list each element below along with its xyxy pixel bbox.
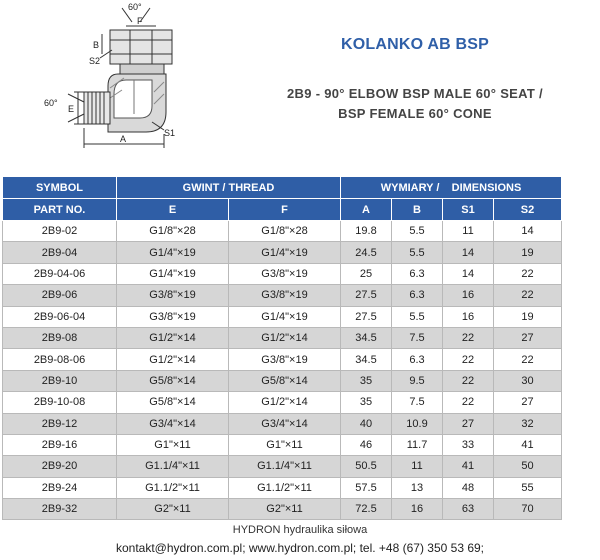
cell-f: G5/8"×14 xyxy=(229,370,341,391)
table-row xyxy=(3,349,562,370)
cell-b: 13 xyxy=(392,477,443,498)
drawing-label-b: B xyxy=(93,40,100,50)
cell-a: 24.5 xyxy=(341,242,392,263)
drawing-label-s2: S2 xyxy=(89,56,101,66)
cell-a: 35 xyxy=(341,370,392,391)
header-f: F xyxy=(229,199,341,221)
cell-a: 35 xyxy=(341,392,392,413)
cell-s2: 19 xyxy=(494,306,562,327)
table-row xyxy=(3,477,562,498)
cell-a: 27.5 xyxy=(341,285,392,306)
cell-s1: 27 xyxy=(443,413,494,434)
elbow-fitting-drawing xyxy=(40,2,200,152)
header-a: A xyxy=(341,199,392,221)
cell-e: G3/8"×19 xyxy=(117,306,229,327)
cell-part: 2B9-04-06 xyxy=(3,263,117,284)
cell-s1: 48 xyxy=(443,477,494,498)
cell-part: 2B9-10 xyxy=(3,370,117,391)
cell-e: G2"×11 xyxy=(117,499,229,520)
drawing-label-e: E xyxy=(68,104,75,114)
cell-part: 2B9-02 xyxy=(3,221,117,242)
footer-contact: kontakt@hydron.com.pl; www.hydron.com.pl; tel. +48 (67) 350 53 69; xyxy=(115,541,485,555)
subtitle-line-1: 2B9 - 90° ELBOW BSP MALE 60° SEAT / xyxy=(287,86,543,101)
dimensions-table xyxy=(2,176,562,520)
cell-a: 27.5 xyxy=(341,306,392,327)
drawing-label-top-angle: 60° xyxy=(128,2,142,12)
cell-part: 2B9-12 xyxy=(3,413,117,434)
cell-b: 7.5 xyxy=(392,392,443,413)
cell-b: 5.5 xyxy=(392,221,443,242)
cell-e: G1/2"×14 xyxy=(117,349,229,370)
cell-s1: 11 xyxy=(443,221,494,242)
cell-e: G1/4"×19 xyxy=(117,242,229,263)
cell-f: G3/8"×19 xyxy=(229,349,341,370)
table-row xyxy=(3,242,562,263)
cell-b: 11.7 xyxy=(392,434,443,455)
cell-s2: 27 xyxy=(494,327,562,348)
table-row xyxy=(3,306,562,327)
cell-s2: 55 xyxy=(494,477,562,498)
cell-s1: 22 xyxy=(443,349,494,370)
cell-s2: 70 xyxy=(494,499,562,520)
cell-f: G1/2"×14 xyxy=(229,327,341,348)
cell-part: 2B9-10-08 xyxy=(3,392,117,413)
cell-f: G3/8"×19 xyxy=(229,285,341,306)
cell-s1: 14 xyxy=(443,263,494,284)
cell-s1: 33 xyxy=(443,434,494,455)
cell-e: G1/2"×14 xyxy=(117,327,229,348)
header-dimensions: WYMIARY / DIMENSIONS xyxy=(341,177,562,199)
cell-f: G3/8"×19 xyxy=(229,263,341,284)
cell-b: 6.3 xyxy=(392,285,443,306)
cell-f: G1"×11 xyxy=(229,434,341,455)
table-body xyxy=(3,221,562,520)
header-b: B xyxy=(392,199,443,221)
cell-s1: 16 xyxy=(443,306,494,327)
cell-e: G5/8"×14 xyxy=(117,370,229,391)
footer-company: HYDRON hydraulika siłowa xyxy=(232,524,368,536)
table-row xyxy=(3,456,562,477)
table-row xyxy=(3,221,562,242)
cell-part: 2B9-08 xyxy=(3,327,117,348)
header-thread: GWINT / THREAD xyxy=(117,177,341,199)
cell-s2: 22 xyxy=(494,263,562,284)
cell-e: G3/8"×19 xyxy=(117,285,229,306)
cell-s2: 30 xyxy=(494,370,562,391)
cell-a: 25 xyxy=(341,263,392,284)
cell-s2: 32 xyxy=(494,413,562,434)
subtitle-line-2: BSP FEMALE 60° CONE xyxy=(338,106,492,121)
table-row xyxy=(3,413,562,434)
cell-s2: 19 xyxy=(494,242,562,263)
cell-f: G1/4"×19 xyxy=(229,306,341,327)
cell-f: G3/4"×14 xyxy=(229,413,341,434)
cell-s1: 22 xyxy=(443,327,494,348)
cell-e: G1.1/4"×11 xyxy=(117,456,229,477)
cell-s2: 22 xyxy=(494,349,562,370)
cell-part: 2B9-20 xyxy=(3,456,117,477)
header-part-no: PART NO. xyxy=(3,199,117,221)
cell-part: 2B9-16 xyxy=(3,434,117,455)
cell-s2: 27 xyxy=(494,392,562,413)
cell-a: 40 xyxy=(341,413,392,434)
cell-a: 34.5 xyxy=(341,327,392,348)
cell-s1: 22 xyxy=(443,370,494,391)
cell-b: 7.5 xyxy=(392,327,443,348)
cell-s2: 22 xyxy=(494,285,562,306)
page-subtitle xyxy=(240,84,590,124)
cell-e: G1.1/2"×11 xyxy=(117,477,229,498)
table-row xyxy=(3,327,562,348)
cell-a: 19.8 xyxy=(341,221,392,242)
cell-f: G1/8"×28 xyxy=(229,221,341,242)
drawing-label-f: F xyxy=(137,16,143,26)
cell-b: 5.5 xyxy=(392,242,443,263)
cell-part: 2B9-08-06 xyxy=(3,349,117,370)
cell-a: 46 xyxy=(341,434,392,455)
drawing-label-a: A xyxy=(120,134,127,144)
cell-b: 9.5 xyxy=(392,370,443,391)
cell-part: 2B9-06-04 xyxy=(3,306,117,327)
table-row xyxy=(3,263,562,284)
cell-e: G3/4"×14 xyxy=(117,413,229,434)
cell-part: 2B9-06 xyxy=(3,285,117,306)
cell-s1: 22 xyxy=(443,392,494,413)
cell-part: 2B9-24 xyxy=(3,477,117,498)
cell-a: 72.5 xyxy=(341,499,392,520)
cell-part: 2B9-32 xyxy=(3,499,117,520)
table-row xyxy=(3,392,562,413)
cell-s1: 41 xyxy=(443,456,494,477)
cell-e: G1/8"×28 xyxy=(117,221,229,242)
cell-s2: 14 xyxy=(494,221,562,242)
cell-a: 57.5 xyxy=(341,477,392,498)
cell-s2: 50 xyxy=(494,456,562,477)
cell-s1: 63 xyxy=(443,499,494,520)
cell-b: 6.3 xyxy=(392,263,443,284)
cell-e: G5/8"×14 xyxy=(117,392,229,413)
table-row xyxy=(3,370,562,391)
cell-f: G1/2"×14 xyxy=(229,392,341,413)
cell-b: 10.9 xyxy=(392,413,443,434)
header-s1: S1 xyxy=(443,199,494,221)
cell-f: G1.1/2"×11 xyxy=(229,477,341,498)
table-row xyxy=(3,499,562,520)
drawing-label-left-angle: 60° xyxy=(44,98,58,108)
cell-b: 16 xyxy=(392,499,443,520)
table-row xyxy=(3,285,562,306)
cell-a: 34.5 xyxy=(341,349,392,370)
header-e: E xyxy=(117,199,229,221)
cell-b: 11 xyxy=(392,456,443,477)
cell-a: 50.5 xyxy=(341,456,392,477)
cell-s1: 14 xyxy=(443,242,494,263)
table-row xyxy=(3,434,562,455)
cell-s1: 16 xyxy=(443,285,494,306)
cell-s2: 41 xyxy=(494,434,562,455)
cell-e: G1"×11 xyxy=(117,434,229,455)
header-s2: S2 xyxy=(494,199,562,221)
cell-part: 2B9-04 xyxy=(3,242,117,263)
cell-f: G2"×11 xyxy=(229,499,341,520)
page-title: KOLANKO AB BSP xyxy=(341,36,489,53)
drawing-label-s1: S1 xyxy=(164,128,176,138)
header-symbol: SYMBOL xyxy=(3,177,117,199)
cell-f: G1/4"×19 xyxy=(229,242,341,263)
cell-b: 6.3 xyxy=(392,349,443,370)
cell-e: G1/4"×19 xyxy=(117,263,229,284)
cell-f: G1.1/4"×11 xyxy=(229,456,341,477)
cell-b: 5.5 xyxy=(392,306,443,327)
